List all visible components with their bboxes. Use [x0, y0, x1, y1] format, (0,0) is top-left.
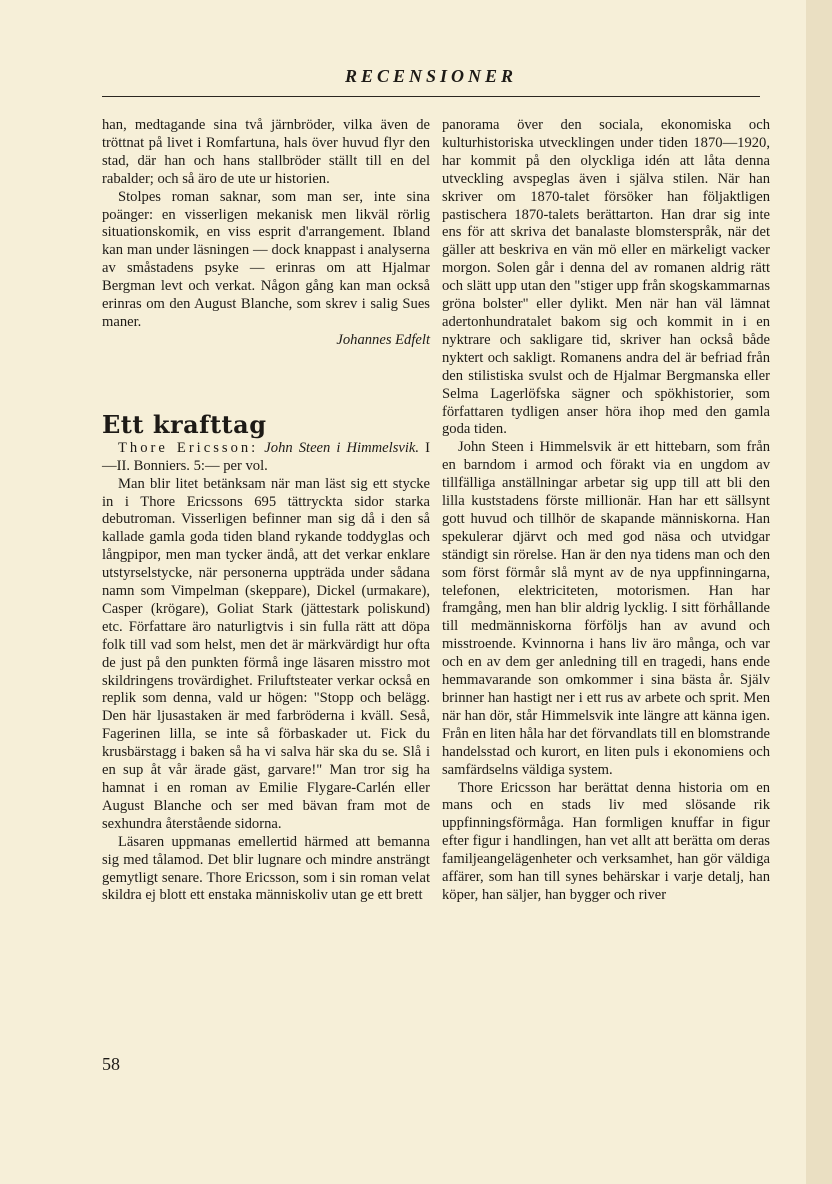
- body-paragraph: John Steen i Himmelsvik är ett hittebarn, som från en barndom i armod och förakt via en ungdom av tillfälliga anställningar arbetar sig upp till att bli den lilla kuststadens förste millionär. Han har ett sällsynt gott huvud och tillhör de skapande människorna. Han spekulerar djärvt och med god näsa och utvidgar ständigt sin rörelse. Han är den nya tidens man och den som först förmår slå mynt av de nya uppfinningarna, telefonen, elektriciteten, motorismen. Han har framgång, men han blir aldrig lycklig. I sitt förhållande till medmänniskorna förföljs han av avund och misstroende. Kvinnorna i hans liv äro många, och var och en av dem ger anledning till en tragedi, hans ende hemmavarande son omkommer i sina bästa år. Själv brinner han hastigt ner i ett rus av arbete och sprit. Men när han dör, står Himmelsvik inte längre att känna igen. Från en liten håla har det förvandlats till en blomstrande handelsstad och kurort, en liten puls i ekonomiens och samfärdselns väldiga system.: [442, 439, 770, 778]
- section-heading: Ett krafttag: [102, 409, 267, 439]
- right-column: [442, 117, 770, 905]
- running-header: RECENSIONER: [344, 66, 518, 86]
- body-paragraph: Thore Ericsson har berättat denna historia om en mans och en stads liv med slösande rik uppfinningsförmåga. Han formligen knuffar in figur efter figur i handlingen, han vet allt att berätta om deras familjeangelägenheter och verksamhet, han gör väldiga affärer, som han till synes behärskar i varje detalj, han köper, han säljer, han bygger och river: [442, 779, 770, 903]
- citation-title: John Steen i Himmelsvik.: [264, 439, 420, 456]
- page-edge: [806, 0, 832, 1184]
- citation-details: I—II. Bonniers. 5:— per vol.: [102, 439, 430, 474]
- citation-author: Thore Ericsson:: [118, 439, 259, 456]
- review-signature: Johannes Edfelt: [336, 331, 430, 348]
- book-citation: [102, 440, 430, 476]
- left-column: [102, 117, 430, 905]
- body-paragraph: Man blir litet betänksam när man läst sig ett stycke in i Thore Ericssons 695 tättryckta sidor starka debutroman. Visserligen befinner man sig då i den så kallade gamla goda tiden bland rykande toddyglas och långpipor, men man tycker ändå, att det verkar enklare utstyrselstycke, när personerna uppträda under sådana namn som Vimpelman (skeppare), Dickel (urmakare), Casper (krögare), Goliat Stark (jättestark poliskund) etc. Författare äro naturligtvis i sin fulla rätt att döpa folk till vad som helst, men det är märkvärdigt hur ofta de just på den punkten förmå inge läsaren misstro mot skildringens trovärdighet. Friluftsteater verkar också en replik som denna, vald ur högen: "Stopp och belägg. Den här ljusastaken är med farbröderna i kväll. Seså, Fagerinen lilla, se inte så förbaskader ut. Fick du krusbärstagg i baken så ha vi salva här ska du se. Slå i en sup åt vår ärade gäst, garvare!" Man tror sig ha hamnat i en roman av Emilie Flygare-Carlén eller August Blanche och ser med bävan fram mot de sexhundra återstående sidorna.: [102, 475, 430, 832]
- body-paragraph: panorama över den sociala, ekonomiska och kulturhistoriska utvecklingen under tiden 1870—1920, har kommit på den olyckliga idén att låta denna utveckling avspeglas även i själva stilen. När han skriver om 1870-talet försöker han följaktligen pastischera 1870-talets berättarton. Han drar sig inte ens för att skriva det banalaste blomsterspråk, när det gäller att beskriva en vän mö eller en märkeligt vacker morgon. Solen går i denna del av romanen aldrig rätt och slätt upp utan den "stiger upp från skogskammarnas gröna bolster" eller dylikt. Men när han väl lämnat adertonhundratalet bakom sig och kommit in i en nyktrare och sakligare tid, skriver han också både nyktert och sakligt. Romanens andra del är befriad från den stilistiska svulst och de Hjalmar Bergmanska eller Selma Lagerlöfska sägner och spökhistorier, som författaren tydligen anser höra ihop med den gamla goda tiden.: [442, 117, 770, 438]
- body-paragraph: Läsaren uppmanas emellertid härmed att bemanna sig med tålamod. Det blir lugnare och mindre ansträngt gemytligt senare. Thore Ericsson, som i sin roman velat skildra ej blott ett enstaka människoliv utan ge ett brett: [102, 833, 430, 904]
- page-number: 58: [102, 1054, 120, 1074]
- body-paragraph: Stolpes roman saknar, som man ser, inte sina poänger: en visserligen mekanisk men likväl rörlig situationskomik, en viss esprit d'arrangement. Ibland kan man under läsningen — dock knappast i analyserna av småstadens psyke — erinras om att Hjalmar Bergman levt och verkat. Någon gång kan man också erinras om den August Blanche, som skrev i salig Sues maner.: [102, 188, 430, 330]
- header-rule: [102, 96, 760, 97]
- body-paragraph: han, medtagande sina två järnbröder, vilka även de tröttnat på livet i Romfartuna, hals över huvud flyr den stad, där han och hans stallbröder ställt till en del rabalder; och så äro de ute ur historien.: [102, 117, 430, 187]
